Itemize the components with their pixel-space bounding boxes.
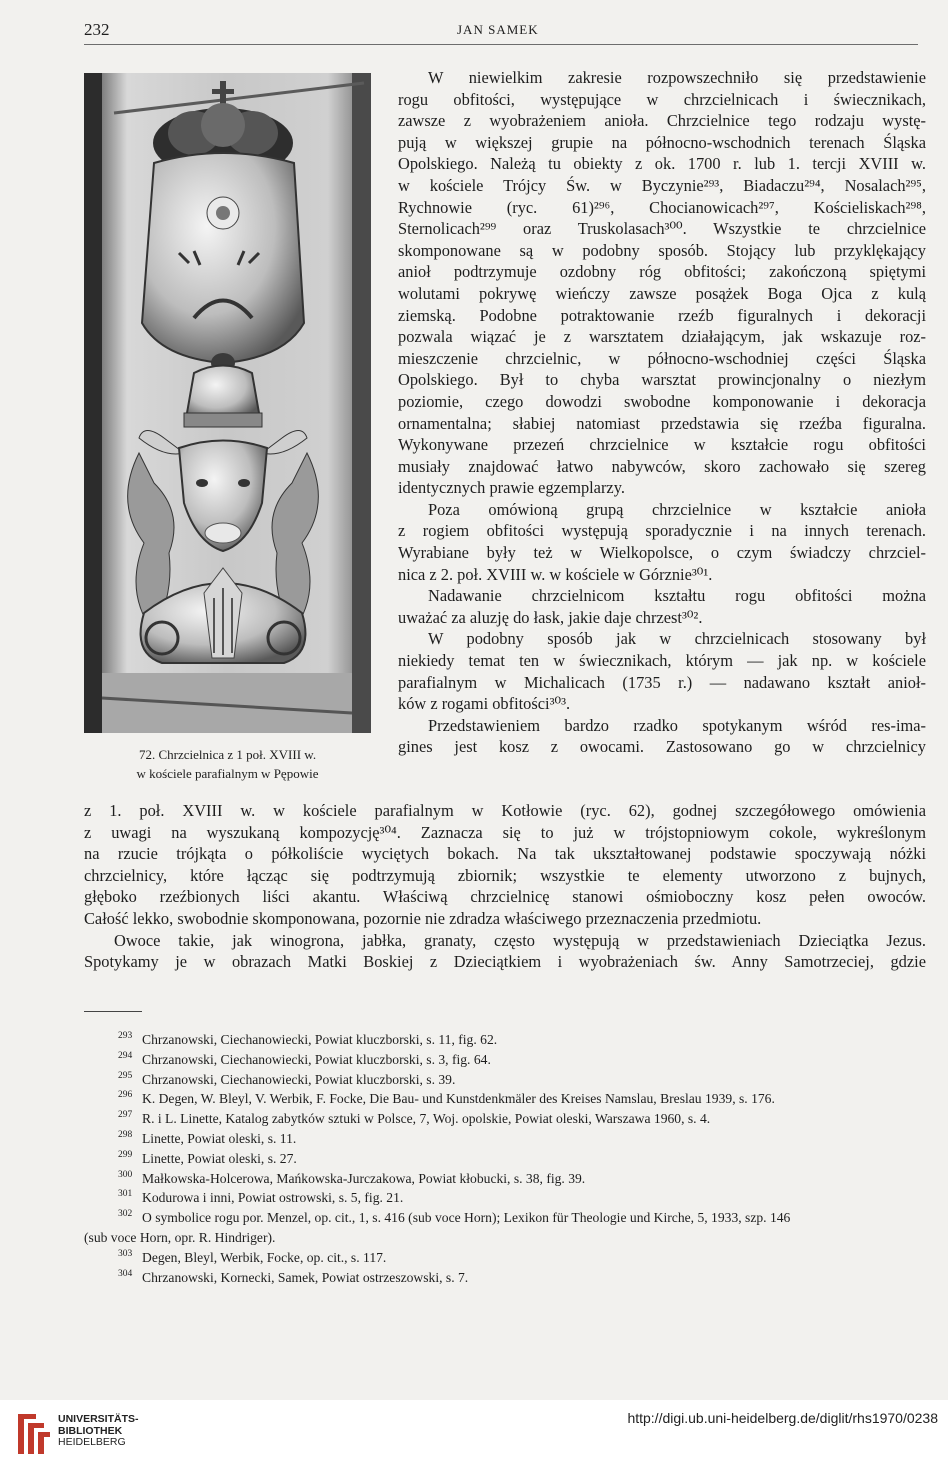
footnote — [84, 1228, 926, 1248]
footnote-number: 297 — [118, 1110, 133, 1121]
running-header — [84, 20, 918, 45]
footnote — [84, 1248, 926, 1268]
text-line: Sternolicach²⁹⁹ oraz Truskolasach³⁰⁰. Wszystkie te chrzcielnice — [398, 219, 926, 239]
footnote-number: 303 — [118, 1248, 133, 1259]
footnote-number: 296 — [118, 1090, 133, 1101]
text-line: chrzcielnicy, które łącząc się podtrzymują zbiornik; wszystkie te elementy utworzono z bujnych, — [84, 865, 926, 885]
digitization-footer — [0, 1400, 948, 1470]
source-url-link[interactable]: http://digi.ub.uni-heidelberg.de/diglit/rhs1970/0238 — [627, 1410, 938, 1426]
running-title: JAN SAMEK — [457, 22, 539, 37]
footnote — [84, 1169, 926, 1189]
footnote-text: Degen, Bleyl, Werbik, Focke, op. cit., s. 117. — [142, 1249, 387, 1265]
footnote — [84, 1109, 926, 1129]
text-line: Wyrabiane były też w Wielkopolsce, o czym świadczy chrzciel- — [398, 543, 926, 563]
text-line: musiały znajdować łatwo nabywców, skoro zachowało się szereg — [398, 456, 926, 476]
footnote-text: Linette, Powiat oleski, s. 27. — [142, 1150, 297, 1166]
figure-caption — [84, 745, 371, 783]
text-line: Rychnowie (ryc. 61)²⁹⁶, Chocianowicach²⁹⁷, Kościeliskach²⁹⁸, — [398, 197, 926, 217]
text-line: uważać za aluzję do łask, jakie daje chrzest³⁰². — [398, 607, 703, 627]
text-line: mieszczenie chrzcielnic, w północno-wschodniej części Śląska — [398, 348, 926, 368]
footnote-text: Kodurowa i inni, Powiat ostrowski, s. 5, fig. 21. — [142, 1190, 404, 1206]
footnote-number: 299 — [118, 1149, 133, 1160]
library-logo-icon — [14, 1410, 54, 1458]
text-line: na rzucie trójkąta o półkoliście wyciętych bokach. Na tak ukształtowanej podstawie spoczywają nóżki — [84, 844, 926, 864]
footnote-number: 294 — [118, 1050, 133, 1061]
footnote-text: Linette, Powiat oleski, s. 11. — [142, 1130, 297, 1146]
text-line: rogu obfitości, występujące w chrzcielnicach i świecznikach, — [398, 89, 926, 109]
text-line: identycznych prawie egzemplarzy. — [398, 478, 625, 498]
footnote — [84, 1050, 926, 1070]
text-line: w kościele Trójcy Św. w Byczynie²⁹³, Biadaczu²⁹⁴, Nosalach²⁹⁵, — [398, 175, 926, 195]
text-line: anioł podtrzymuje ozdobny róg obfitości; zakończoną spiętymi — [398, 262, 926, 282]
footnote-text: O symbolice rogu por. Menzel, op. cit., 1, s. 416 (sub voce Horn); Lexikon für Theologie und Kirche, 5, 1933, szp. 146 — [142, 1210, 791, 1226]
footnote-text: (sub voce Horn, opr. R. Hindriger). — [84, 1229, 276, 1245]
text-line: ków z rogami obfitości³⁰³. — [398, 694, 571, 714]
text-line: W niewielkim zakresie rozpowszechniło się przedstawienie — [428, 68, 926, 87]
footnote — [84, 1149, 926, 1169]
text-line: z uwagi na wyszukaną kompozycję³⁰⁴. Zaznacza się to już w trójstopniowym cokole, wykreślonym — [84, 822, 926, 842]
footnote — [84, 1188, 926, 1208]
text-line: pozwala wiązać je z warsztatem działającym, jak wskazuje roz- — [398, 327, 926, 347]
library-line: BIBLIOTHEK — [58, 1424, 123, 1437]
footnote-number: 298 — [118, 1129, 133, 1140]
footnote-text: Chrzanowski, Ciechanowiecki, Powiat kluczborski, s. 11, fig. 62. — [142, 1032, 498, 1047]
footnote-number: 300 — [118, 1169, 133, 1180]
footnote — [84, 1089, 926, 1109]
footnote-number: 293 — [118, 1031, 133, 1041]
footnote-number: 302 — [118, 1209, 133, 1220]
footnote-rule — [84, 1011, 142, 1012]
library-line: UNIVERSITÄTS- — [58, 1413, 139, 1425]
footnote-text: Małkowska-Holcerowa, Mańkowska-Jurczakowa, Powiat kłobucki, s. 38, fig. 39. — [142, 1170, 586, 1186]
page-number: 232 — [84, 20, 110, 39]
text-line: parafialnym w Michalicach (1735 r.) — nadawano kształt anioł- — [398, 672, 926, 692]
text-line: W podobny sposób jak w chrzcielnicach stosowany był — [428, 629, 926, 649]
text-line: Przedstawieniem bardzo rzadko spotykanym wśród res-ima- — [428, 715, 926, 735]
text-line: pują w większej grupie na północno-wschodnich terenach Śląska — [398, 132, 926, 152]
text-line: z 1. poł. XVIII w. w kościele parafialnym w Kotłowie (ryc. 62), godnej szczegółowego omówienia — [84, 801, 926, 820]
text-line: Wykonywane przezeń chrzcielnice w kształcie rogu obfitości — [398, 435, 926, 455]
footnote-text: K. Degen, W. Bleyl, V. Werbik, F. Focke, Die Bau- und Kunstdenkmäler des Kreises Namslau, Breslau 1939, s. 176. — [142, 1091, 775, 1107]
text-line: skomponowane są w podobny sposób. Stojący lub przyklękający — [398, 240, 926, 260]
footnote — [84, 1129, 926, 1149]
footnote-number: 304 — [118, 1268, 133, 1279]
text-line: Owoce takie, jak winogrona, jabłka, granaty, często występują w przedstawieniach Dzieciątka Jezus. — [114, 930, 926, 950]
caption-line: 72. Chrzcielnica z 1 poł. XVIII w. — [138, 747, 317, 762]
caption-line: w kościele parafialnym w Pępowie — [136, 766, 319, 781]
text-line: głęboko rzeźbionych liści akantu. Właściwą chrzcielnicę stanowi ośmioboczny kosz pełen owoców. — [84, 887, 926, 907]
text-line: Całość lekko, swobodnie skomponowana, pozornie nie zdradza właściwego przeznaczenia przedmiotu. — [84, 908, 762, 928]
text-line: ornamentalna; słabiej natomiast przedstawia się rzeźba figuralna. — [398, 413, 926, 433]
footnote — [84, 1030, 926, 1050]
text-line: Spotykamy je w obrazach Matki Boskiej z Dzieciątkiem i wyobrażeniach św. Anny Samotrzeciej, gdzie — [84, 952, 926, 972]
text-line: Opolskiego. Był to chyba warsztat prowincjonalny o niezłym — [398, 370, 926, 390]
text-line: Opolskiego. Należą tu obiekty z ok. 1700 r. lub 1. tercji XVIII w. — [398, 154, 926, 174]
footnote — [84, 1070, 926, 1090]
footnote — [84, 1208, 926, 1228]
footnotes — [84, 1030, 926, 1287]
right-column-text — [398, 67, 926, 758]
text-line: Nadawanie chrzcielnicom kształtu rogu obfitości można — [428, 586, 926, 606]
text-line: ziemską. Podobne potraktowanie rzeźb figuralnych i dekoracji — [398, 305, 926, 325]
text-line: poziomie, czego dowodzi swobodne komponowanie i dekoracja — [398, 391, 926, 411]
footnote-text: Chrzanowski, Ciechanowiecki, Powiat kluczborski, s. 3, fig. 64. — [142, 1051, 491, 1067]
footnote-number: 295 — [118, 1070, 133, 1081]
text-line: wolutami pokrywę wieńczy zawsze posążek Boga Ojca z kulą — [398, 283, 926, 303]
footnote-number: 301 — [118, 1189, 133, 1200]
footnote-text: R. i L. Linette, Katalog zabytków sztuki w Polsce, 7, Woj. opolskie, Powiat oleski, Warszawa 1960, s. 4. — [142, 1111, 711, 1127]
library-line: HEIDELBERG — [58, 1436, 126, 1448]
text-line: niekiedy temat ten w świecznikach, którym — jak np. w kościele — [398, 651, 926, 671]
footnote-text: Chrzanowski, Ciechanowiecki, Powiat kluczborski, s. 39. — [142, 1071, 456, 1087]
text-line: Poza omówioną grupą chrzcielnice w kształcie anioła — [428, 499, 926, 519]
full-width-text — [84, 800, 926, 973]
footnote-text: Chrzanowski, Kornecki, Samek, Powiat ostrzeszowski, s. 7. — [142, 1269, 469, 1285]
library-name — [58, 1414, 139, 1449]
footnote — [84, 1268, 926, 1288]
text-line: nica z 2. poł. XVIII w. w kościele w Górznie³⁰¹. — [398, 564, 713, 584]
text-line: gines jest kosz z owocami. Zastosowano go w chrzcielnicy — [398, 737, 926, 757]
baptismal-font-photograph — [84, 73, 371, 733]
text-line: zawsze z wyobrażeniem anioła. Chrzcielnice tego rodzaju wystę- — [398, 111, 926, 131]
text-line: z rogiem obfitości występują sporadycznie i na innych terenach. — [398, 521, 926, 541]
